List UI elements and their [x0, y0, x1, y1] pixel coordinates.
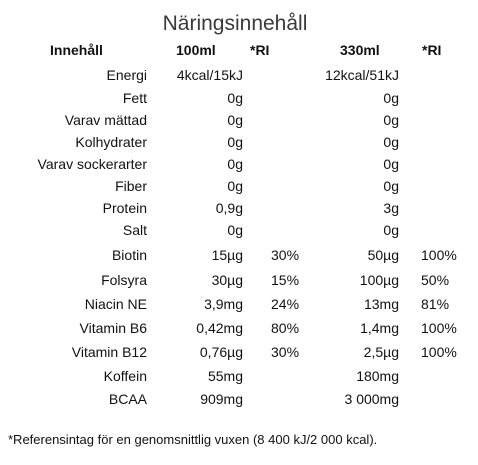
row-label: Kolhydrater: [75, 134, 147, 150]
value-330ml: 0g: [383, 90, 399, 106]
ri-330ml: 81%: [421, 296, 450, 312]
row-label: Energi: [106, 67, 147, 83]
ri-100ml: 80%: [271, 320, 300, 336]
value-330ml: 0g: [383, 156, 399, 172]
header-ri2: *RI: [422, 42, 442, 58]
row-label: Vitamin B6: [79, 320, 147, 336]
table-row: [0, 272, 478, 294]
row-label: Varav mättad: [64, 112, 147, 128]
ri-100ml: 15%: [271, 272, 300, 288]
table-row: [0, 344, 478, 366]
row-label: Fiber: [115, 178, 147, 194]
ri-100ml: 30%: [271, 247, 300, 263]
value-330ml: 3 000mg: [344, 391, 399, 407]
footnote: *Referensintag för en genomsnittlig vuxen (8 400 kJ/2 000 kcal).: [8, 432, 378, 447]
header-ri1: *RI: [250, 42, 270, 58]
value-330ml: 0g: [383, 222, 399, 238]
table-row: [0, 90, 478, 112]
value-330ml: 1,4mg: [360, 320, 399, 336]
value-100ml: 30µg: [211, 272, 243, 288]
header-content: Innehåll: [50, 42, 103, 58]
header-per100: 100ml: [176, 42, 216, 58]
row-label: Fett: [122, 90, 147, 106]
table-row: [0, 200, 478, 222]
header-per330: 330ml: [340, 42, 380, 58]
value-100ml: 3,9mg: [204, 296, 243, 312]
value-100ml: 0,9g: [215, 200, 243, 216]
value-100ml: 15µg: [211, 247, 243, 263]
row-label: Varav sockerarter: [37, 156, 147, 172]
value-330ml: 0g: [383, 112, 399, 128]
value-330ml: 0g: [383, 134, 399, 150]
table-row: [0, 391, 478, 413]
table-row: [0, 156, 478, 178]
row-label: Salt: [122, 222, 147, 238]
row-label: Niacin NE: [84, 296, 147, 312]
row-label: Protein: [102, 200, 147, 216]
ri-100ml: 30%: [271, 344, 300, 360]
value-100ml: 0,76µg: [199, 344, 243, 360]
row-label: Vitamin B12: [71, 344, 147, 360]
value-100ml: 909mg: [200, 391, 243, 407]
row-label: Biotin: [111, 247, 147, 263]
table-row: [0, 296, 478, 318]
value-100ml: 0g: [227, 156, 243, 172]
value-100ml: 0,42mg: [196, 320, 243, 336]
value-100ml: 0g: [227, 134, 243, 150]
value-330ml: 180mg: [356, 368, 399, 384]
table-row: [0, 368, 478, 390]
table-row: [0, 247, 478, 269]
value-330ml: 12kcal/51kJ: [325, 67, 399, 83]
value-330ml: 50µg: [367, 247, 399, 263]
ri-100ml: 24%: [271, 296, 300, 312]
value-330ml: 0g: [383, 178, 399, 194]
table-row: [0, 320, 478, 342]
title-text: Näringsinnehåll: [162, 12, 308, 35]
value-330ml: 100µg: [359, 272, 399, 288]
value-100ml: 0g: [227, 178, 243, 194]
table-row: [0, 178, 478, 200]
value-100ml: 0g: [227, 222, 243, 238]
row-label: Koffein: [103, 368, 147, 384]
ri-330ml: 100%: [421, 247, 457, 263]
value-330ml: 13mg: [363, 296, 399, 312]
value-100ml: 0g: [227, 90, 243, 106]
value-330ml: 2,5µg: [363, 344, 399, 360]
value-100ml: 55mg: [207, 368, 243, 384]
row-label: BCAA: [108, 391, 147, 407]
ri-330ml: 50%: [421, 272, 450, 288]
value-330ml: 3g: [383, 200, 399, 216]
table-row: [0, 67, 478, 89]
ri-330ml: 100%: [421, 320, 457, 336]
table-row: [0, 222, 478, 244]
ri-330ml: 100%: [421, 344, 457, 360]
value-100ml: 0g: [227, 112, 243, 128]
table-row: [0, 134, 478, 156]
table-title: [0, 12, 478, 36]
value-100ml: 4kcal/15kJ: [176, 67, 243, 83]
table-row: [0, 112, 478, 134]
row-label: Folsyra: [101, 272, 147, 288]
